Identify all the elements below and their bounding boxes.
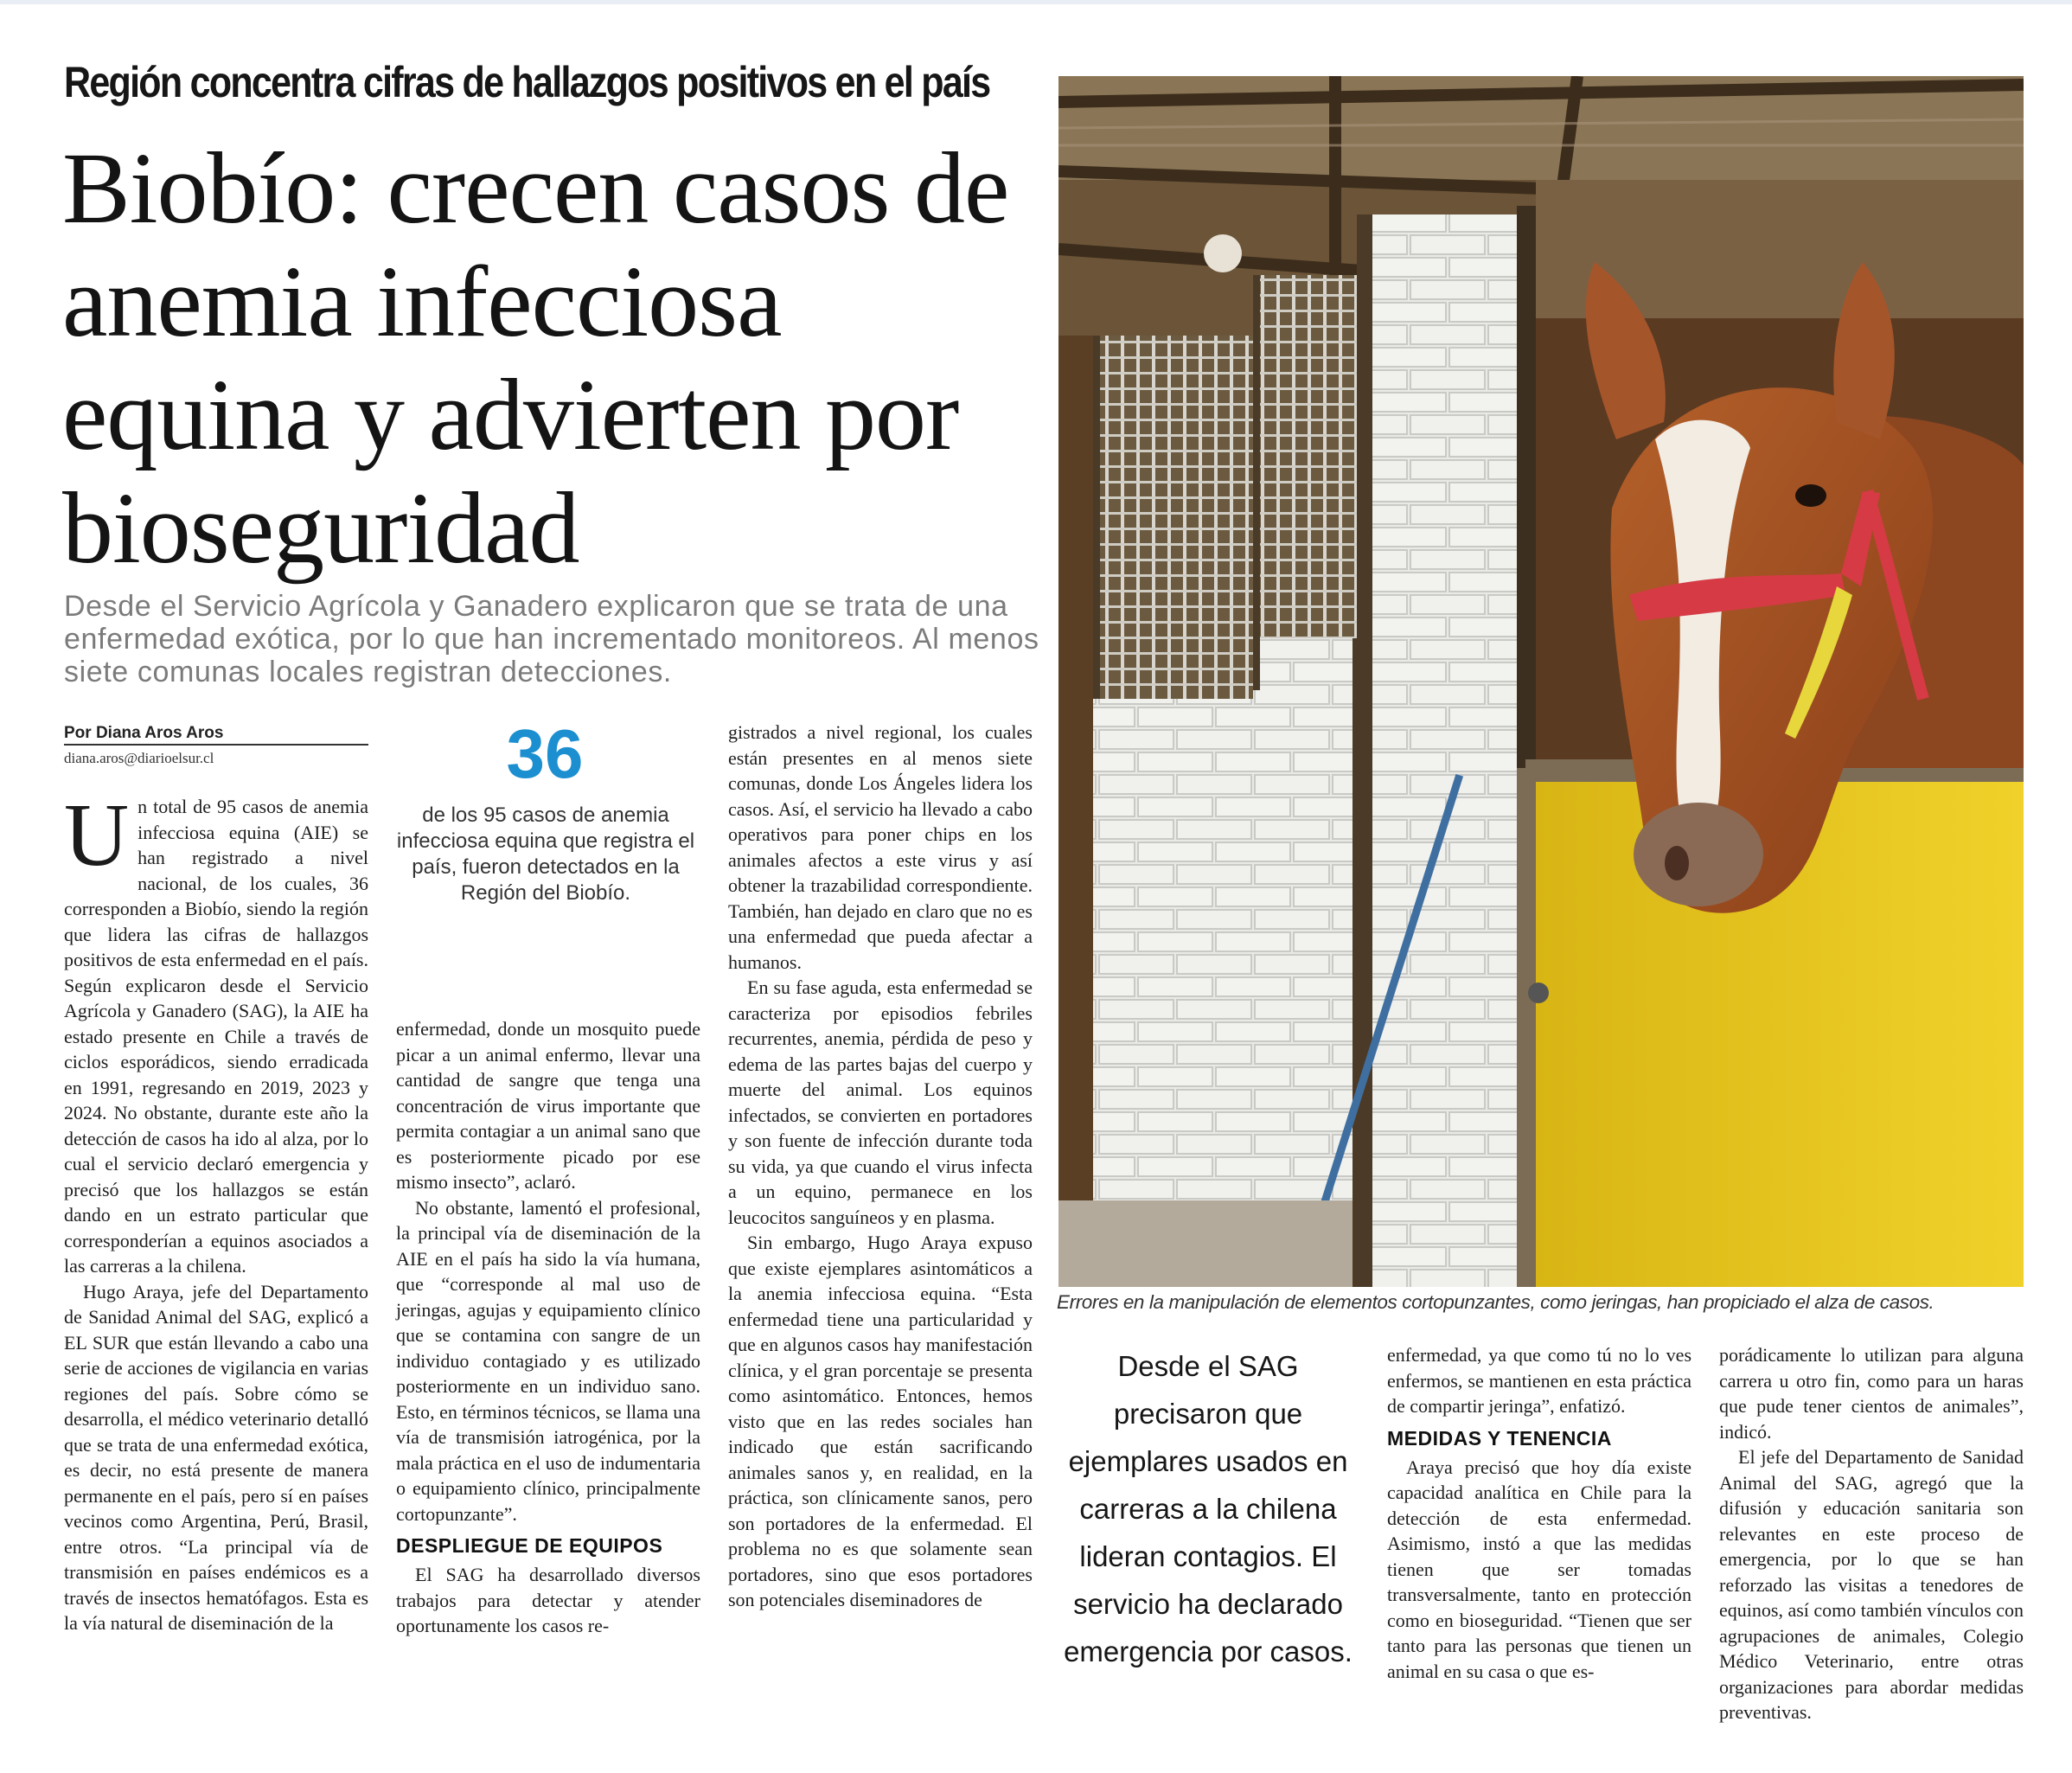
body-paragraph: enfermedad, donde un mosquito puede picar a un animal enfermo, llevar una cantidad de sangre que tenga una concentración de virus importante que permita contagiar a un animal sano que es posteriormente picado por ese mismo insecto”, aclaró. xyxy=(396,1018,700,1193)
pullquote-number: 36 xyxy=(506,715,584,792)
body-paragraph: porádicamente lo utilizan para alguna carrera u otro fin, como para un haras que pude tener cientos de animales”, indicó. xyxy=(1719,1344,2024,1443)
body-paragraph: Sin embargo, Hugo Araya expuso que existe ejemplares asintomáticos a la anemia infecciosa equina. “Esta enfermedad tiene una particularidad y que en algunos casos hay manifestación clínica, y el gran porcentaje se presenta como asintomático. Entonces, hemos visto que en las redes sociales han indicado que están sacrificando animales sanos y, en realidad, en la práctica, son clínicamente sanos, pero son portadores de la enfermedad. El problema no es que solamente sean portadores, sino que esos portadores son potenciales diseminadores de xyxy=(728,1232,1033,1610)
text-column-2 xyxy=(396,1016,700,1639)
article-headline: Biobío: crecen casos de anemia infecciosa equina y advierten por bioseguridad xyxy=(62,131,1009,585)
body-paragraph: gistrados a nivel regional, los cuales están presentes en al menos siete comunas, donde Los Ángeles lidera los casos. Así, el servicio ha llevado a cabo operativos para poner chips en los animales afectos a este virus y así obtener la trazabilidad correspondiente. También, han dejado en claro que no es una enfermedad que pueda afectar a humanos. xyxy=(728,721,1033,973)
horse-photo xyxy=(1058,76,2024,1287)
photo-caption: Errores en la manipulación de elementos cortopunzantes, como jeringas, han propiciado el alza de casos. xyxy=(1057,1291,1935,1313)
pullquote-text: de los 95 casos de anemia infecciosa equina que registra el país, fueron detectados en la Región del Biobío. xyxy=(396,803,695,905)
body-paragraph: El SAG ha desarrollado diversos trabajos para detectar y atender oportunamente los casos re- xyxy=(396,1564,700,1636)
article-subhead: Desde el Servicio Agrícola y Ganadero explicaron que se trata de una enfermedad exótica, por lo que han incrementado monitoreos. Al menos siete comunas locales registran detecciones. xyxy=(64,590,1039,688)
byline-divider xyxy=(64,744,368,746)
body-paragraph: El jefe del Departamento de Sanidad Animal del SAG, agregó que la difusión y educación sanitaria son relevantes en este proceso de emergencia, por lo que se han reforzado las visitas a tenedores de equinos, así como también vínculos con agrupaciones de animales, Colegio Médico Veterinario, entre otras organizaciones para abordar medidas preventivas. xyxy=(1719,1446,2024,1723)
byline-author: Por Diana Aros Aros xyxy=(64,724,224,742)
text-column-3 xyxy=(728,720,1033,1613)
body-paragraph: enfermedad, ya que como tú no lo ves enfermos, se mantienen en esta práctica de compartir jeringa”, enfatizó. xyxy=(1387,1344,1691,1417)
body-paragraph: No obstante, lamentó el profesional, la principal vía de diseminación de la AIE en el país ha sido la vía humana, que “corresponde al mal uso de jeringas, agujas y equipamiento clínico que se contamina con sangre de un individuo contagiado y es utilizado posteriormente en un individuo sano. Esto, en términos técnicos, se llama una vía de transmisión iatrogénica, por la mala práctica en el uso de indumentaria o equipamiento clínico, principalmente cortopunzante”. xyxy=(396,1196,700,1525)
callout-quote: Desde el SAG precisaron que ejemplares usados en carreras a la chilena lideran contagios. El servicio ha declarado emergencia por casos. xyxy=(1064,1350,1353,1667)
text-column-1 xyxy=(64,785,368,1636)
body-paragraph: En su fase aguda, esta enfermedad se caracteriza por episodios febriles recurrentes, anemia, pérdida de peso y edema de las partes bajas del cuerpo y muerte del animal. Los equinos infectados, se convierten en portadores y son fuente de infección durante toda su vida, ya que cuando el virus infecta a un equino, permanece en los leucocitos sanguíneos y en plasma. xyxy=(728,976,1033,1228)
lead-paragraph-text: n total de 95 casos de anemia infecciosa equina (AIE) se han registrado a nivel nacional, de los cuales, 36 corresponden a Biobío, siendo la región que lidera las cifras de hallazgos positivos de esta enfermedad en el país. Según explicaron desde el Servicio Agrícola y Ganadero (SAG), la AIE ha estado presente en Chile a través de ciclos esporádicos, siendo erradicada en 1991, regresando en 2019, 2023 y 2024. No obstante, durante este año la detección de casos ha ido al alza, por lo cual el servicio declaró emergencia y precisó que los hallazgos se están dando en un estrato particular que corresponderían a equinos asociados a las carreras a la chilena. xyxy=(64,796,368,1277)
lead-paragraph xyxy=(64,785,368,1279)
top-divider xyxy=(0,0,2072,4)
byline-email: diana.aros@diarioelsur.cl xyxy=(64,750,214,766)
body-paragraph: Araya precisó que hoy día existe capacidad analítica en Chile para la detección de esta enfermedad. Asimismo, instó a que las medidas tienen que ser tomadas transversalmente, tanto en protección como en bioseguridad. “Tienen que ser tanto para las personas que tienen un animal en su casa o que es- xyxy=(1387,1456,1691,1682)
article-kicker: Región concentra cifras de hallazgos positivos en el país xyxy=(64,58,990,106)
drop-cap: U xyxy=(64,785,130,885)
section-heading-despliegue: DESPLIEGUE DE EQUIPOS xyxy=(396,1534,663,1557)
text-column-4 xyxy=(1387,1342,1691,1684)
section-heading-medidas: MEDIDAS Y TENENCIA xyxy=(1387,1426,1612,1450)
body-paragraph: Hugo Araya, jefe del Departamento de Sanidad Animal del SAG, explicó a EL SUR que están llevando a cabo una serie de acciones de vigilancia en varias regiones del país. Sobre cómo se desarrolla, el médico veterinario detalló que se trata de una enfermedad exótica, es decir, no está presente de manera permanente en el país, pero sí en países vecinos como Argentina, Perú, Brasil, entre otros. “La principal vía de transmisión en países endémicos es a través de insectos hematófagos. Esta es la vía natural de diseminación de la xyxy=(64,1280,368,1634)
text-column-5 xyxy=(1719,1342,2024,1725)
